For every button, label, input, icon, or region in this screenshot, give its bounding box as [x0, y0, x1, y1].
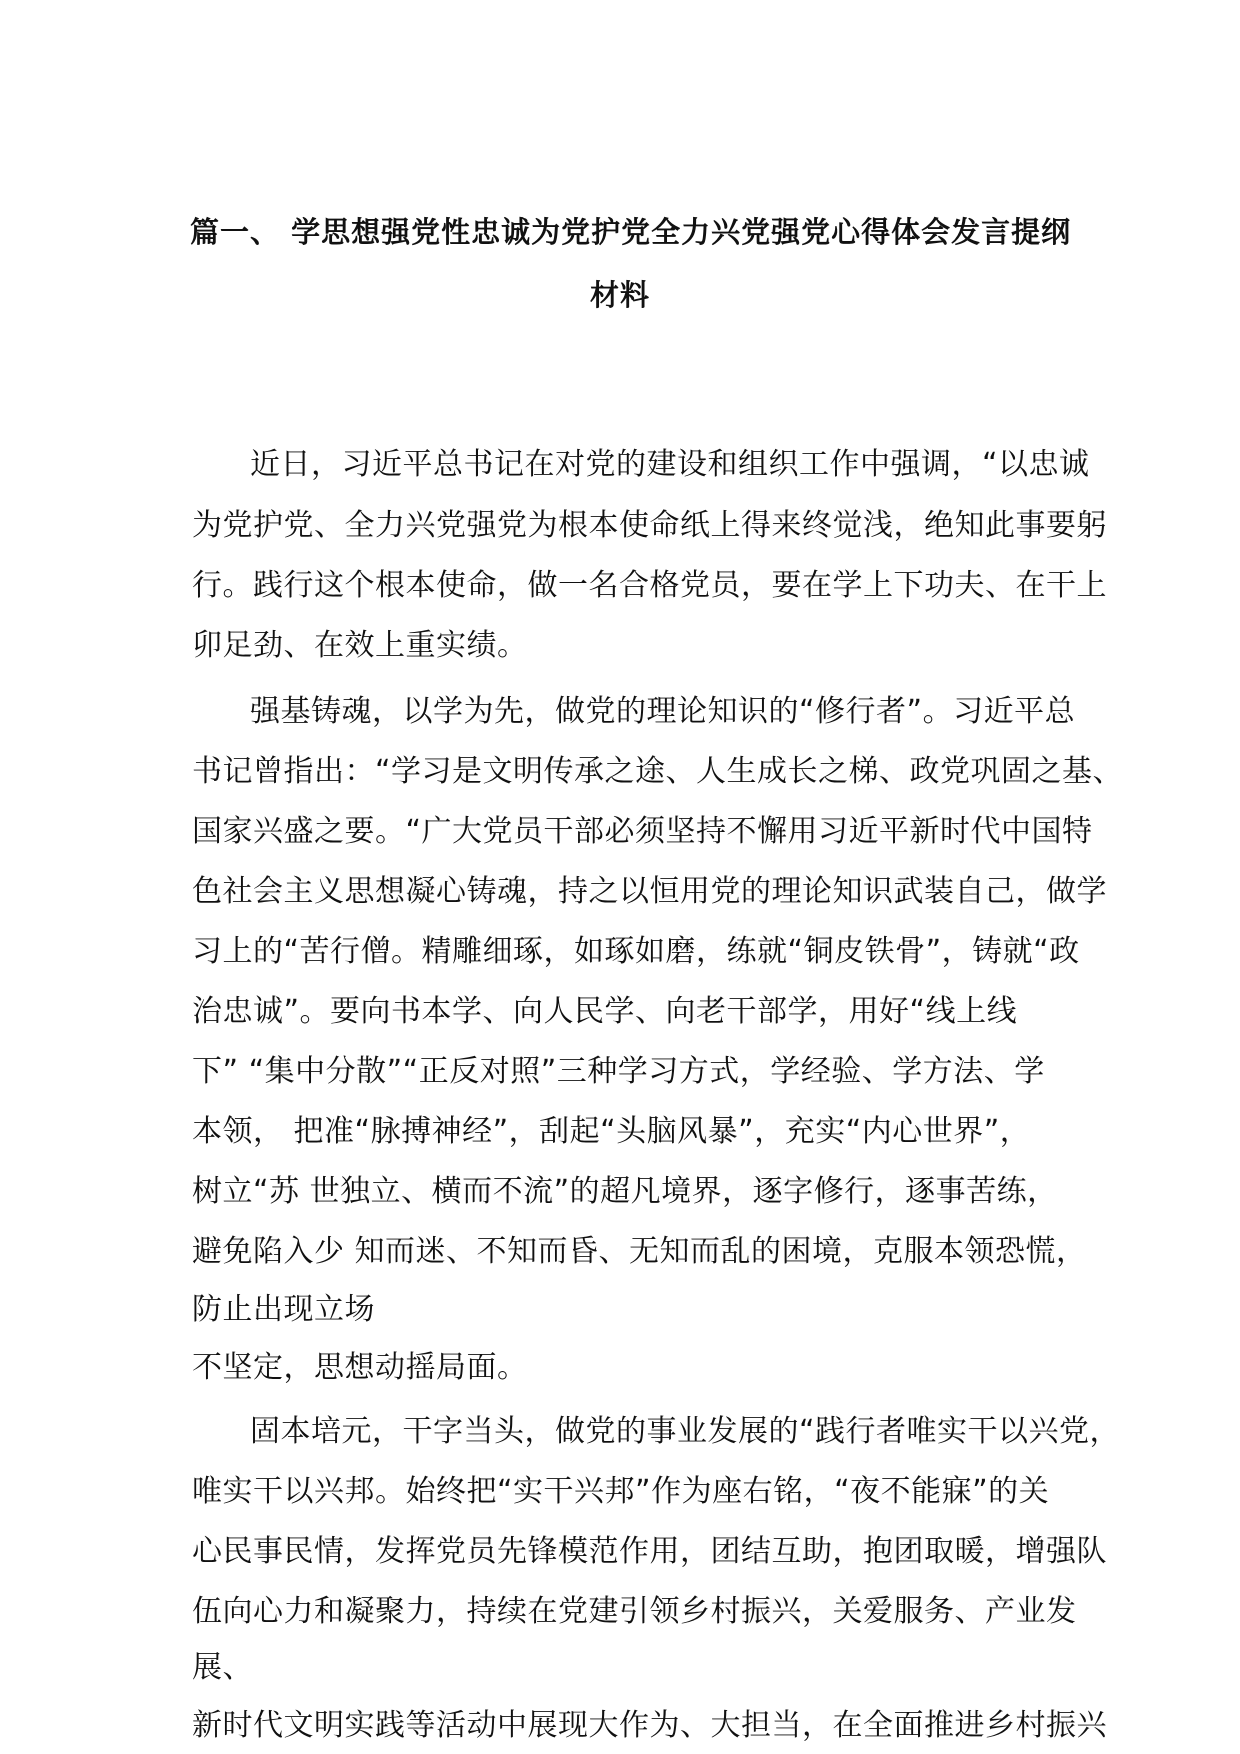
paragraph-2-line-12: 不坚定，思想动摇局面。: [192, 1350, 528, 1385]
paragraph-2-line-9: 树立“苏 世独立、横而不流”的超凡境界，逐字修行，逐事苦练，: [192, 1174, 1058, 1209]
document-title-line-2: 材料: [589, 278, 650, 312]
paragraph-2-line-8: 本领， 把准“脉搏神经”，刮起“头脑风暴”，充实“内心世界”，: [192, 1114, 1031, 1149]
paragraph-2-line-6: 治忠诚”。要向书本学、向人民学、向老干部学，用好“线上线: [192, 994, 1018, 1029]
paragraph-2-line-7: 下” “集中分散”“正反对照”三种学习方式，学经验、学方法、学: [192, 1054, 1045, 1089]
paragraph-2-line-5: 习上的“苦行僧。精雕细琢，如琢如磨，练就“铜皮铁骨”，铸就“政: [192, 934, 1080, 969]
paragraph-2-line-10: 避免陷入少 知而迷、不知而昏、无知而乱的困境，克服本领恐慌，: [192, 1234, 1087, 1269]
paragraph-3-line-3: 心民事民情，发挥党员先锋模范作用，团结互助，抱团取暖，增强队: [192, 1534, 1107, 1569]
paragraph-3-line-1: 固本培元，干字当头，做党的事业发展的“践行者唯实干以兴党，: [250, 1414, 1121, 1449]
paragraph-2-line-3: 国家兴盛之要。“广大党员干部必须坚持不懈用习近平新时代中国特: [192, 814, 1093, 849]
document-title-line-1: 篇一、 学思想强党性忠诚为党护党全力兴党强党心得体会发言提纲: [190, 215, 1072, 249]
paragraph-1-line-1: 近日，习近平总书记在对党的建设和组织工作中强调，“以忠诚: [250, 447, 1090, 482]
paragraph-3-line-5: 展、: [192, 1650, 253, 1685]
paragraph-3-line-2: 唯实干以兴邦。始终把“实干兴邦”作为座右铭，“夜不能寐”的关: [192, 1474, 1050, 1509]
paragraph-2-line-1: 强基铸魂，以学为先，做党的理论知识的“修行者”。习近平总: [250, 694, 1076, 729]
paragraph-1-line-2: 为党护党、全力兴党强党为根本使命纸上得来终觉浅，绝知此事要躬: [192, 508, 1107, 543]
paragraph-3-line-4: 伍向心力和凝聚力，持续在党建引领乡村振兴，关爱服务、产业发: [192, 1594, 1077, 1629]
paragraph-1-line-3: 行。践行这个根本使命，做一名合格党员，要在学上下功夫、在干上: [192, 568, 1107, 603]
paragraph-1-line-4: 卯足劲、在效上重实绩。: [192, 628, 528, 663]
paragraph-2-line-11: 防止出现立场: [192, 1292, 375, 1327]
paragraph-3-line-6: 新时代文明实践等活动中展现大作为、大担当，在全面推进乡村振兴: [192, 1708, 1107, 1743]
paragraph-2-line-2: 书记曾指出：“学习是文明传承之途、人生成长之梯、政党巩固之基、: [192, 754, 1124, 789]
paragraph-2-line-4: 色社会主义思想凝心铸魂，持之以恒用党的理论知识武装自己，做学: [192, 874, 1107, 909]
